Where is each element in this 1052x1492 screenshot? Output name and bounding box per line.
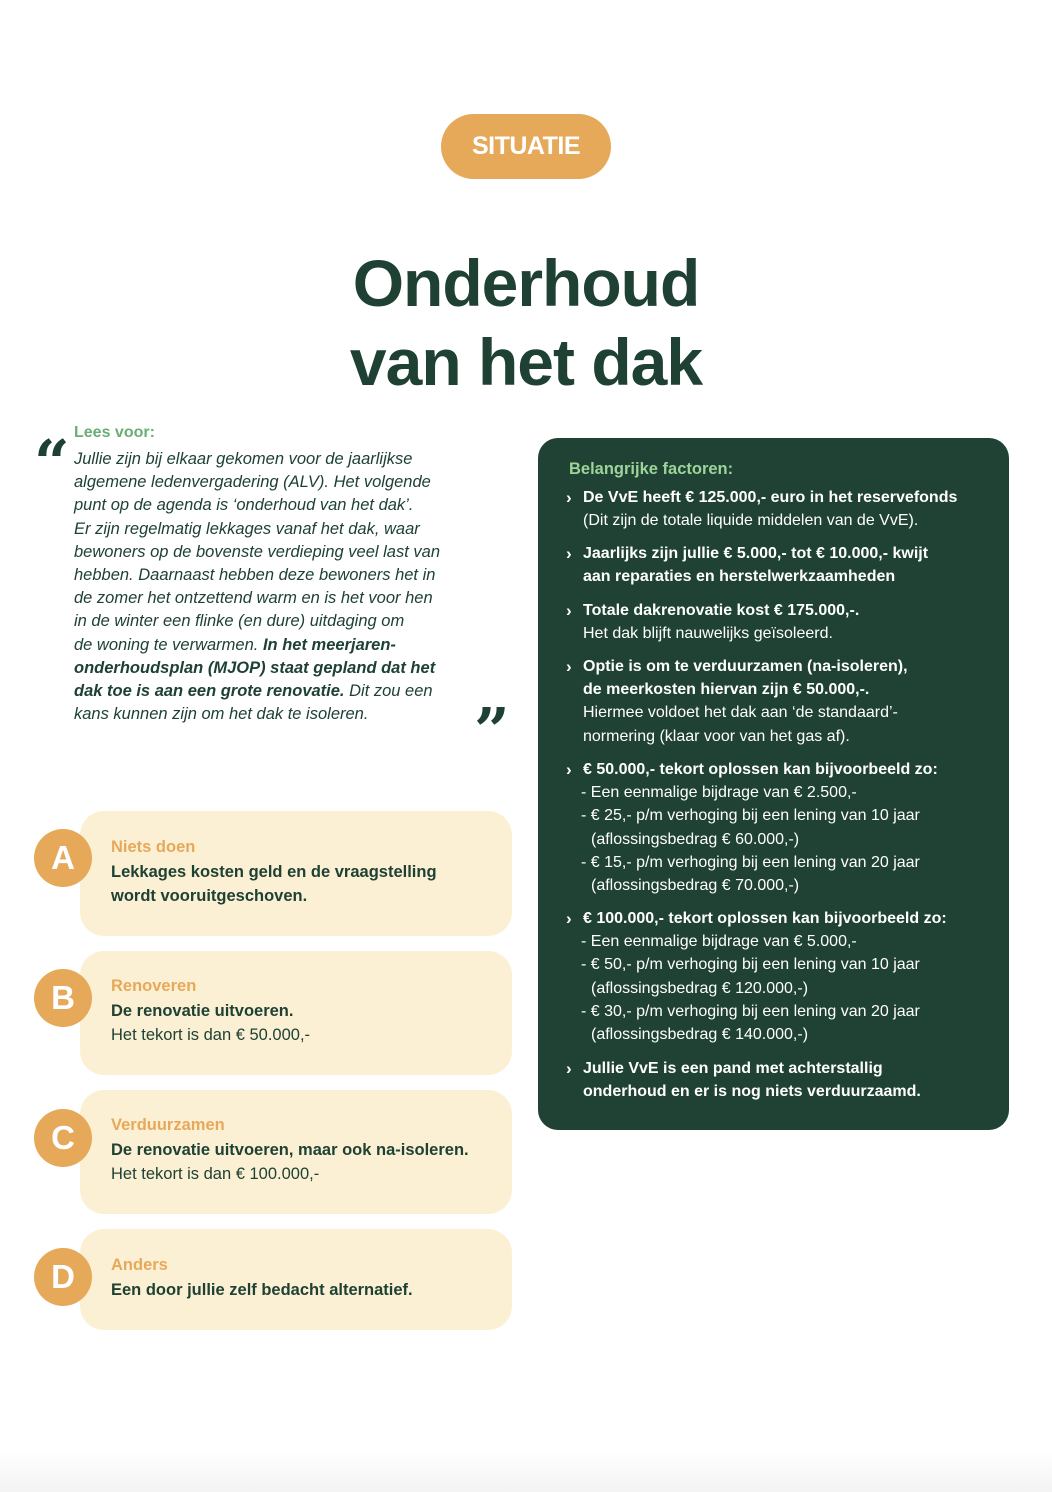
option-text-bold: De renovatie uitvoeren, maar ook na-isoleren. [111,1141,469,1159]
quote-line [74,680,474,703]
option-text-bold: De renovatie uitvoeren. [111,1002,294,1020]
factor-bold: € 50.000,- tekort oplossen kan bijvoorbeeld zo: [583,761,938,778]
factor-normal: (aflossingsbedrag € 140.000,-) [591,1026,809,1044]
option-title: Verduurzamen [111,1116,225,1134]
option-text [111,1138,501,1186]
quote-line: algemene ledenvergadering (ALV). Het volgende [74,473,431,492]
quote-line-normal: de woning te verwarmen. [74,635,259,654]
quote-label: Lees voor: [74,424,155,441]
option-text-normal: Het tekort is dan € 50.000,- [111,1026,311,1044]
option-title: Niets doen [111,838,196,856]
option-letter-a: A [34,829,92,887]
factor-item [566,599,993,645]
factor-normal: (aflossingsbedrag € 60.000,-) [591,830,800,848]
chevron-right-icon: › [566,657,572,676]
factor-bold: Optie is om te verduurzamen (na-isoleren), [583,658,908,675]
factor-item [566,758,993,897]
chevron-right-icon: › [566,909,572,928]
chevron-right-icon: › [566,488,572,507]
option-title: Anders [111,1256,168,1274]
page-title-line-2: van het dak [349,325,703,399]
option-text-bold: Lekkages kosten geld en de vraagstelling [111,863,437,881]
open-quote-icon: “ [34,426,70,499]
page-title-line-1: Onderhoud [352,246,700,320]
quote-line: kans kunnen zijn om het dak te isoleren. [74,705,369,724]
factor-bold: onderhoud en er is nog niets verduurzaamd. [583,1083,921,1101]
factors-title: Belangrijke factoren: [569,460,734,478]
close-quote-icon: ” [474,694,510,767]
factor-normal: - € 15,- p/m verhoging bij een lening van 20 jaar [581,853,920,871]
factor-item [566,655,993,748]
factor-normal: (Dit zijn de totale liquide middelen van de VvE). [583,512,919,530]
option-letter-b: B [34,969,92,1027]
factor-normal: Het dak blijft nauwelijks geïsoleerd. [583,625,833,643]
quote-line: Er zijn regelmatig lekkages vanaf het dak, waar [74,519,420,538]
factor-bold: € 100.000,- tekort oplossen kan bijvoorbeeld zo: [583,910,947,927]
quote-line: in de winter een flinke (en dure) uitdaging om [74,612,405,631]
factor-normal: (aflossingsbedrag € 70.000,-) [591,877,800,895]
factor-bold: Totale dakrenovatie kost € 175.000,-. [583,602,860,619]
factor-item [566,486,993,532]
quote-text [74,448,474,726]
option-text-normal: Het tekort is dan € 100.000,- [111,1165,320,1183]
quote-line [74,634,474,657]
option-title: Renoveren [111,977,197,995]
option-text [111,999,501,1047]
factor-normal: - € 30,- p/m verhoging bij een lening van 20 jaar [581,1002,920,1020]
quote-line [74,657,474,680]
section-badge: SITUATIE [441,114,611,179]
quote-line-bold: dak toe is aan een grote renovatie. [74,682,345,701]
factor-normal: - Een eenmalige bijdrage van € 5.000,- [581,933,857,951]
factor-item [566,542,993,588]
option-letter-c: C [34,1109,92,1167]
factor-bold: De VvE heeft € 125.000,- euro in het reservefonds [583,489,958,506]
quote-line-bold: In het meerjaren- [262,635,396,654]
quote-line: Jullie zijn bij elkaar gekomen voor de jaarlijkse [74,450,413,468]
option-text [111,860,501,908]
quote-line: punt op de agenda is ‘onderhoud van het dak’. [74,496,414,515]
factors-panel [538,438,1009,1130]
factor-normal: - Een eenmalige bijdrage van € 2.500,- [581,784,857,802]
factor-bold: Jullie VvE is een pand met achterstallig [583,1060,883,1077]
chevron-right-icon: › [566,760,572,779]
option-text-bold: wordt vooruitgeschoven. [111,887,308,905]
factor-bold: Jaarlijks zijn jullie € 5.000,- tot € 10.000,- kwijt [583,545,929,562]
option-text [111,1278,501,1302]
chevron-right-icon: › [566,601,572,620]
factor-bold: de meerkosten hiervan zijn € 50.000,-. [583,681,870,699]
quote-line: bewoners op de bovenste verdieping veel last van [74,542,440,561]
factor-normal: - € 50,- p/m verhoging bij een lening van 10 jaar [581,956,920,974]
option-letter-d: D [34,1248,92,1306]
page-bottom-shade [0,1452,1052,1492]
factor-normal: - € 25,- p/m verhoging bij een lening van 10 jaar [581,807,920,825]
factor-item [566,1057,993,1103]
option-text-bold: Een door jullie zelf bedacht alternatief. [111,1281,413,1299]
factor-bold: aan reparaties en herstelwerkzaamheden [583,568,896,586]
factor-item [566,907,993,1046]
chevron-right-icon: › [566,1059,572,1078]
quote-line-bold: onderhoudsplan (MJOP) staat gepland dat het [74,658,436,677]
factor-normal: (aflossingsbedrag € 120.000,-) [591,979,809,997]
quote-line: de zomer het ontzettend warm en is het voor hen [74,589,433,608]
factor-normal: normering (klaar voor van het gas af). [583,727,850,745]
chevron-right-icon: › [566,544,572,563]
factor-normal: Hiermee voldoet het dak aan ‘de standaard’- [583,704,898,722]
quote-line-normal: Dit zou een [349,682,433,701]
quote-line: hebben. Daarnaast hebben deze bewoners het in [74,566,436,585]
